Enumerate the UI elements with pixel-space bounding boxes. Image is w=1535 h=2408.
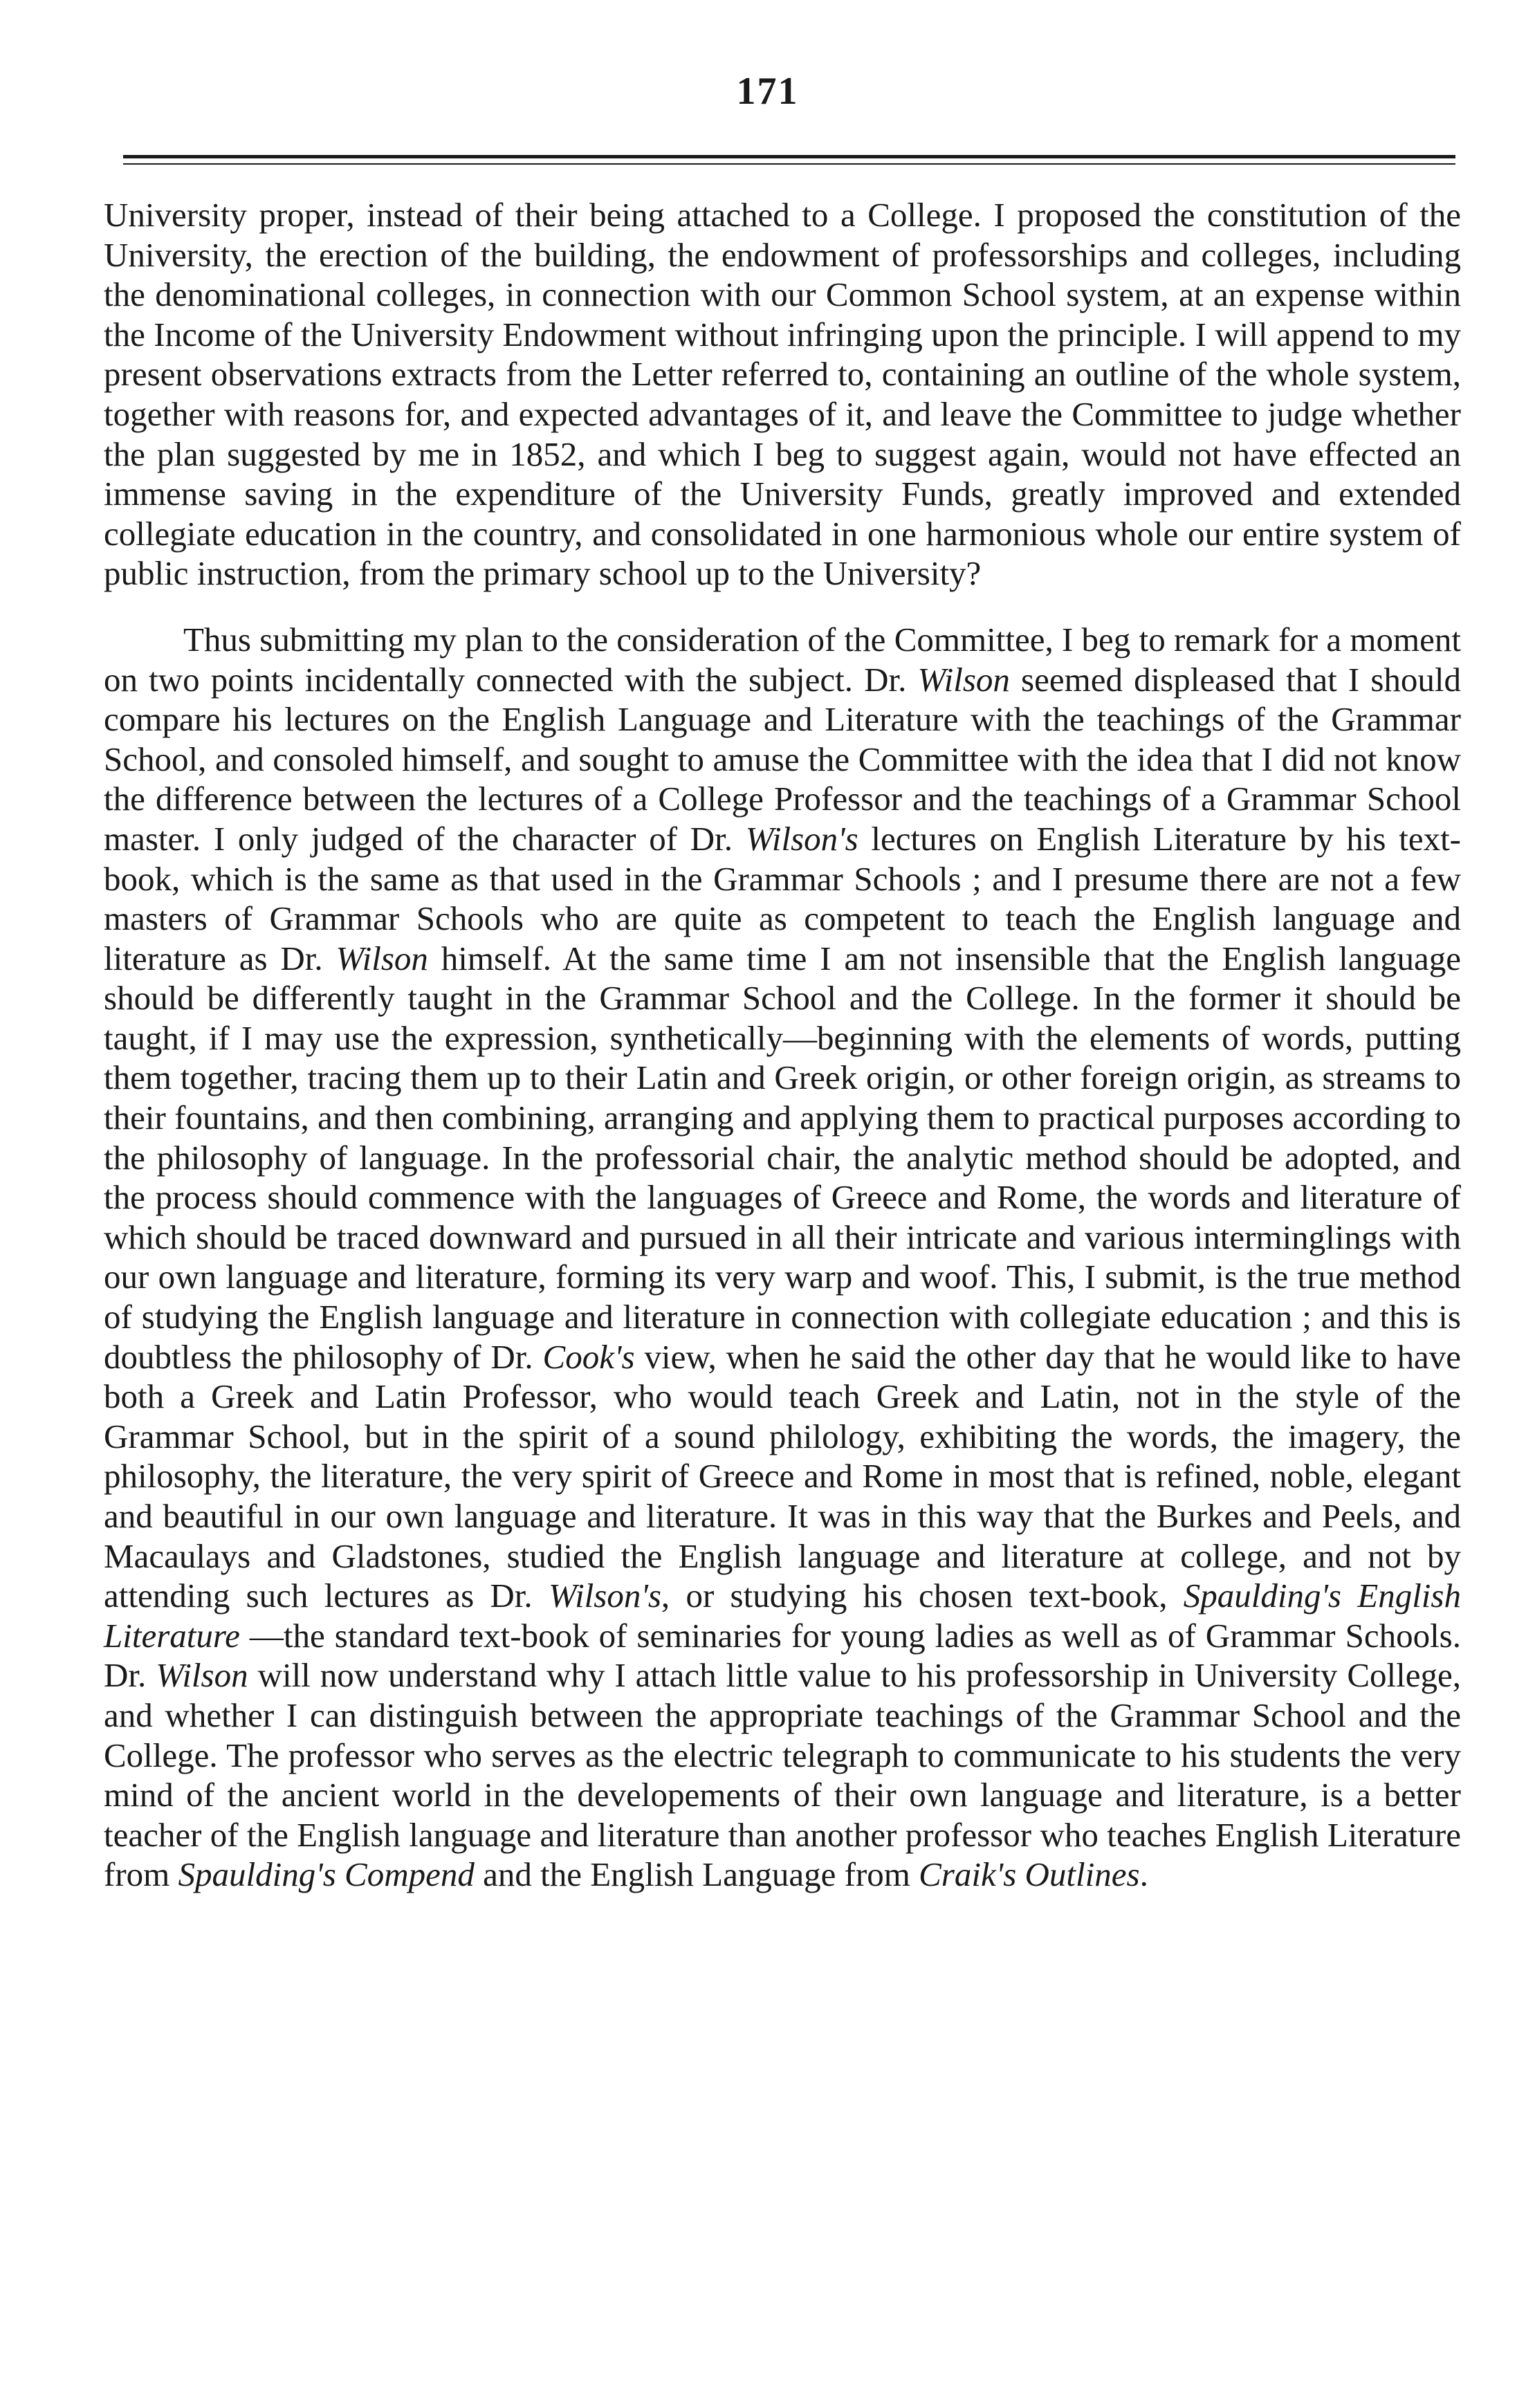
italic-text-segment: Spaulding's Compend (178, 1855, 475, 1894)
italic-text-segment: Wilson's (548, 1577, 661, 1615)
text-segment: will now understand why I attach little value to his professorship in University College, and whether I can distinguish between the appropriate teachings of the Grammar School and the College. The professor who serves as the electric telegraph to communicate to his students the very mind of the ancient world in the developements of their own language and literature, is a better teacher of the English language and literature than another professor who teaches English Literature from (104, 1656, 1462, 1894)
text-segment: seemed displeased that I should compare his lectures on the English Language and Literature with the teachings of the Grammar School, and consoled himself, and sought to amuse the Committee with the idea that I did not know the difference between the lectures of a College Professor and the teachings of a Grammar School master. I only judged of the character of Dr. (104, 660, 1461, 858)
italic-text-segment: Wilson (917, 660, 1010, 699)
text-segment: University proper, instead of their being attached to a College. I proposed the constitution of the University, the erection of the building, the endowment of professorships and colleges, including the denominational colleges, in connection with our Common School system, at an expense within the Income of the University Endowment without infringing upon the principle. I will append to my present observations extracts from the Letter referred to, containing an outline of the whole system, together with reasons for, and expected advantages of it, and leave the Committee to judge whether the plan suggested by me in 1852, and which I beg to suggest again, would not have effected an immense saving in the expenditure of the University Funds, greatly improved and extended collegiate education in the country, and consolidated in one harmonious whole our entire system of public instruction, from the primary school up to the University? (104, 196, 1461, 593)
paragraph-1 (104, 195, 1461, 594)
italic-text-segment: Cook's (542, 1337, 635, 1376)
italic-text-segment: Wilson (156, 1656, 248, 1695)
italic-text-segment: Wilson's (745, 819, 858, 858)
text-segment: and the English Language from (474, 1855, 919, 1894)
text-segment: —the standard text-book of seminaries for young ladies as well as of Grammar Schools. Dr. (104, 1616, 1461, 1695)
italic-text-segment: Spaulding's English Literature (104, 1577, 1461, 1655)
page-number: 171 (736, 70, 799, 113)
text-segment: view, when he said the other day that he would like to have both a Greek and Latin Professor, who would teach Greek and Latin, not in the style of the Grammar School, but in the spirit of a sound philology, exhibiting the words, the imagery, the philosophy, the literature, the very spirit of Greece and Rome in most that is refined, noble, elegant and beautiful in our own language and literature. It was in this way that the Burkes and Peels, and Macaulays and Gladstones, studied the English language and literature at college, and not by attending such lectures as Dr. (104, 1337, 1461, 1615)
italic-text-segment: Craik's Outlines (919, 1855, 1140, 1894)
text-segment: lectures on English Literature by his text-book, which is the same as that used in the Grammar Schools ; and I presume there are not a few masters of Grammar Schools who are quite as competent to teach the English language and literature as Dr. (104, 819, 1461, 977)
text-segment: himself. At the same time I am not insensible that the English language should be differently taught in the Grammar School and the College. In the former it should be taught, if I may use the expression, synthetically—beginning with the elements of words, putting them together, tracing them up to their Latin and Greek origin, or other foreign origin, as streams to their fountains, and then combining, arranging and applying them to practical purposes according to the philosophy of language. In the professorial chair, the analytic method should be adopted, and the process should commence with the languages of Greece and Rome, the words and literature of which should be traced downward and pursued in all their intricate and various interminglings with our own language and literature, forming its very warp and woof. This, I submit, is the true method of studying the English language and literature in connection with collegiate education ; and this is doubtless the philosophy of Dr. (104, 939, 1461, 1376)
body-text (104, 195, 1461, 1895)
italic-text-segment: Wilson (336, 939, 428, 977)
text-segment: Thus submitting my plan to the consideration of the Committee, I beg to remark for a moment on two points incidentally connected with the subject. Dr. (104, 620, 1461, 699)
paragraph-2 (104, 620, 1461, 1895)
header-rule-thin (123, 163, 1455, 165)
text-segment: . (1139, 1855, 1148, 1894)
header-rule-thick (123, 155, 1455, 158)
text-segment: , or studying his chosen text-book, (661, 1577, 1184, 1615)
